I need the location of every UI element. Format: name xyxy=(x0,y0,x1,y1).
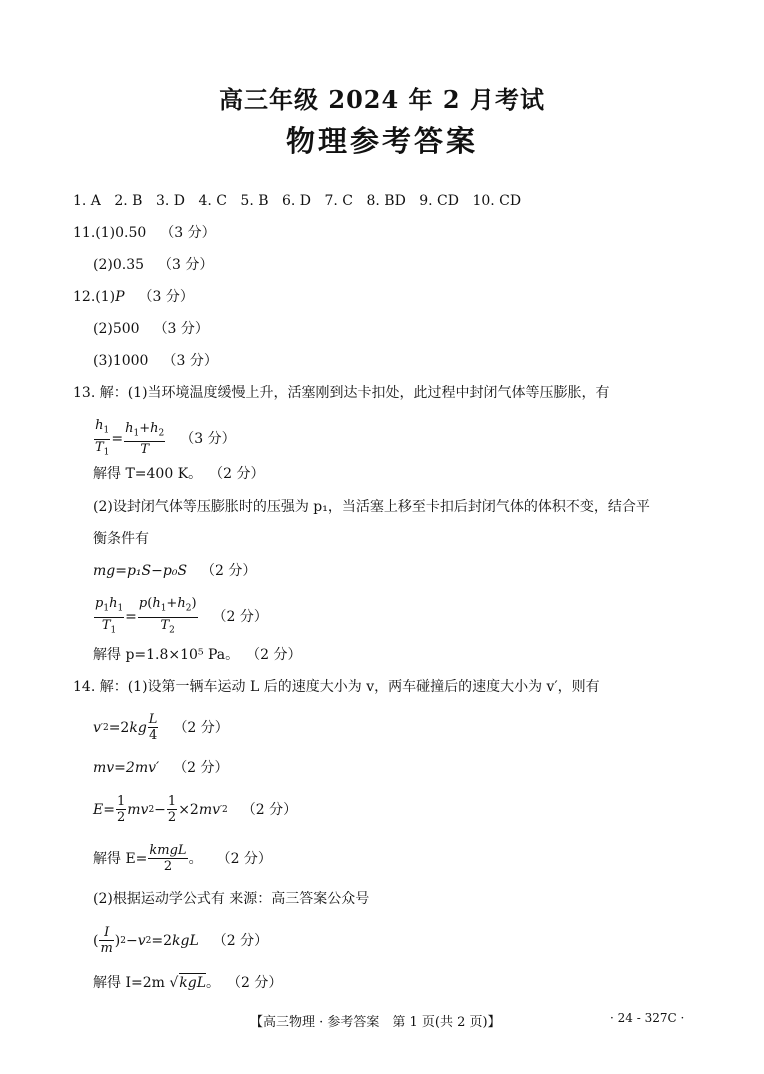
q12-part3: (3)1000 （3 分） xyxy=(93,353,218,369)
exam-title: 高三年级 2024 年 2 月考试 xyxy=(219,85,545,114)
q14-solution-2: 解得 I=2m √kgL。 （2 分） xyxy=(93,975,283,991)
score: （2 分） xyxy=(216,466,265,482)
document-code: · 24 - 327C · xyxy=(610,1011,685,1025)
q11-part2: (2)0.35 （3 分） xyxy=(93,257,214,273)
multiple-choice-answers xyxy=(73,191,530,211)
mc-answer: 9. CD xyxy=(419,193,459,209)
score: （2 分） xyxy=(212,609,268,626)
mc-answer: 7. C xyxy=(324,193,354,209)
mc-answer: 8. BD xyxy=(366,193,406,209)
score: （2 分） xyxy=(241,801,298,818)
q14-part2-text: (2)根据运动学公式有 来源：高三答案公众号 xyxy=(93,891,370,907)
q13-solution-2: 解得 p=1.8×10⁵ Pa。 （2 分） xyxy=(93,647,302,663)
score: （3 分） xyxy=(160,225,216,241)
score: （3 分） xyxy=(138,289,194,305)
score: （2 分） xyxy=(201,563,257,579)
q13-equation-2: mg=p₁S−p₀S （2 分） xyxy=(93,563,257,579)
score: （3 分） xyxy=(153,321,209,337)
q13-equation-3: $\frac{p_1h_1}{T_1}$ = $\frac{p(h_1+h_2)}{T_2}$ （2 分） xyxy=(93,596,268,638)
score: （2 分） xyxy=(173,760,229,776)
q13-part2-text: (2)设封闭气体等压膨胀时的压强为 p₁，当活塞上移至卡扣后封闭气体的体积不变，结合平 xyxy=(93,499,650,515)
mc-answer: 1. A xyxy=(73,193,101,209)
score: （2 分） xyxy=(216,850,272,867)
mc-answer: 5. B xyxy=(240,193,269,209)
mc-answer: 4. C xyxy=(198,193,227,209)
q12-part1: 12.(1)P （3 分） xyxy=(73,289,194,305)
q12-part2: (2)500 （3 分） xyxy=(93,321,209,337)
answer-title: 物理参考答案 xyxy=(285,124,478,158)
score: （2 分） xyxy=(253,647,302,663)
mc-answer: 10. CD xyxy=(472,193,522,209)
q14-equation-2: mv=2mv′ （2 分） xyxy=(93,760,229,776)
score: （3 分） xyxy=(162,353,218,369)
q13-intro: 13. 解：(1)当环境温度缓慢上升，活塞刚到达卡扣处，此过程中封闭气体等压膨胀，有 xyxy=(73,385,610,401)
score: （2 分） xyxy=(212,932,269,949)
q14-equation-3: E = $\frac{1}{2}$ mv 2 − $\frac{1}{2}$ ×2 mv ′2 （2 分） xyxy=(93,794,298,825)
q14-intro: 14. 解：(1)设第一辆车运动 L 后的速度大小为 v，两车碰撞后的速度大小为 v′，则有 xyxy=(73,679,600,695)
mc-answer: 3. D xyxy=(155,193,185,209)
mc-answer: 2. B xyxy=(114,193,143,209)
q13-equation-1: $\frac{h_1}{T_1}$ = $\frac{h_1+h_2}{T}$ （3 分） xyxy=(93,418,236,460)
score: （2 分） xyxy=(234,975,283,991)
page-footer: 【高三物理 · 参考答案 第 1 页(共 2 页)】 xyxy=(250,1015,501,1030)
score: （3 分） xyxy=(180,431,236,448)
mc-answer: 6. D xyxy=(281,193,312,209)
score: （2 分） xyxy=(173,719,229,736)
q13-solution-1: 解得 T=400 K。 （2 分） xyxy=(93,466,265,482)
score: （3 分） xyxy=(158,257,214,273)
q13-part2-text-cont: 衡条件有 xyxy=(93,531,149,547)
q14-equation-4: ( $\frac{I}{m}$ ) 2 − v 2 =2 kgL （2 分） xyxy=(93,925,269,956)
q14-solution-1: 解得 E= $\frac{\text{kmgL}}{2}$ 。 （2 分） xyxy=(93,843,272,874)
q11-part1: 11.(1)0.50 （3 分） xyxy=(73,225,216,241)
q14-equation-1: v ′2 =2 kg $\frac{L}{4}$ （2 分） xyxy=(93,712,229,743)
